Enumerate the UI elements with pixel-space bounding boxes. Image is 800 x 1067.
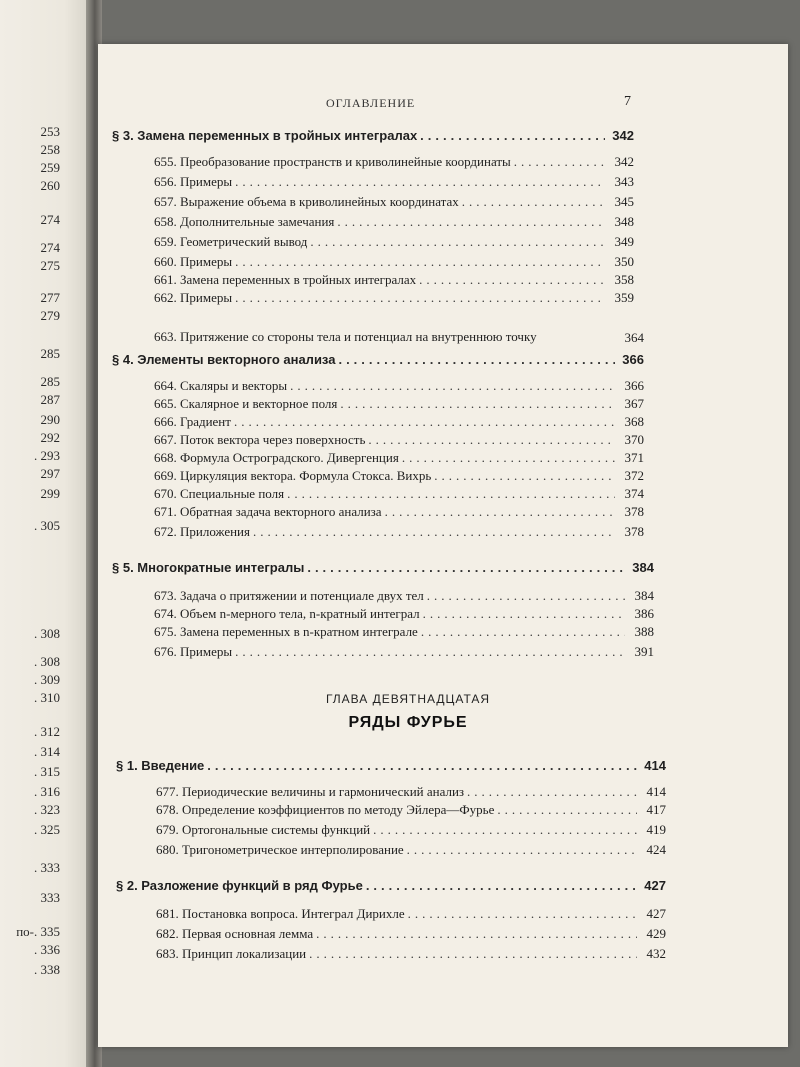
- chapter-label: ГЛАВА ДЕВЯТНАДЦАТАЯ: [325, 692, 491, 706]
- left-page-number: 275: [40, 258, 60, 273]
- toc-entry: 657. Выражение объема в криволинейных координатах ..... 345: [154, 194, 634, 210]
- left-page-number: 297: [40, 466, 60, 481]
- toc-entry: 677. Периодические величины и гармонический анализ ..... 414: [156, 784, 666, 800]
- toc-entry: 678. Определение коэффициентов по методу Эйлера—Фурье ..... 417: [156, 802, 666, 818]
- toc-entry: 669. Циркуляция вектора. Формула Стокса. Вихрь ..... 372: [154, 468, 644, 484]
- left-page-number: . 308: [34, 626, 60, 641]
- left-page-number: . 310: [34, 690, 60, 705]
- left-page-number: 259: [40, 160, 60, 175]
- toc-entry: 673. Задача о притяжении и потенциале двух тел ..... 384: [154, 588, 654, 604]
- left-page-number: . 316: [34, 784, 60, 799]
- left-page-number: 290: [40, 412, 60, 427]
- left-page-number: 299: [40, 486, 60, 501]
- toc-page: [98, 44, 788, 1047]
- left-page-number: 274: [40, 212, 60, 227]
- left-page-number: 274: [40, 240, 60, 255]
- toc-section-heading: § 4. Элементы векторного анализа ..... 366: [112, 352, 644, 367]
- chapter-title: РЯДЫ ФУРЬЕ: [348, 714, 468, 731]
- left-page-number: 292: [40, 430, 60, 445]
- left-page-number: 285: [40, 346, 60, 361]
- toc-section-heading: § 1. Введение ..... 414: [116, 758, 666, 773]
- left-page-number: . 305: [34, 518, 60, 533]
- left-page: [0, 0, 92, 1067]
- left-page-number: 285: [40, 374, 60, 389]
- toc-entry: 676. Примеры ..... 391: [154, 644, 654, 660]
- toc-entry: 658. Дополнительные замечания ..... 348: [154, 214, 634, 230]
- page-header: [98, 96, 788, 114]
- left-page-number: . 314: [34, 744, 60, 759]
- toc-entry: 660. Примеры ..... 350: [154, 254, 634, 270]
- toc-entry: 663. Притяжение со стороны тела и потенциал на внутреннюю точку 364: [154, 329, 644, 345]
- toc-entry: 674. Объем n-мерного тела, n-кратный интеграл ..... 386: [154, 606, 654, 622]
- toc-entry: 662. Примеры ..... 359: [154, 290, 634, 306]
- toc-entry: 665. Скалярное и векторное поля ..... 367: [154, 396, 644, 412]
- left-page-number: . 336: [34, 942, 60, 957]
- page-number: 7: [624, 94, 631, 109]
- toc-entry: 671. Обратная задача векторного анализа ..... 378: [154, 504, 644, 520]
- left-page-number: 277: [40, 290, 60, 305]
- left-page-number: . 309: [34, 672, 60, 687]
- left-page-number: . 325: [34, 822, 60, 837]
- toc-entry: 666. Градиент ..... 368: [154, 414, 644, 430]
- toc-entry: 683. Принцип локализации ..... 432: [156, 946, 666, 962]
- toc-entry: 672. Приложения ..... 378: [154, 524, 644, 540]
- toc-entry: 680. Тригонометрическое интерполирование ..... 424: [156, 842, 666, 858]
- toc-entry: 667. Поток вектора через поверхность ..... 370: [154, 432, 644, 448]
- left-page-number: . 312: [34, 724, 60, 739]
- left-page-number: . 308: [34, 654, 60, 669]
- left-page-number: 279: [40, 308, 60, 323]
- toc-entry: 679. Ортогональные системы функций ..... 419: [156, 822, 666, 838]
- left-page-number: 287: [40, 392, 60, 407]
- toc-entry: 668. Формула Остроградского. Дивергенция ..... 371: [154, 450, 644, 466]
- toc-section-heading: § 3. Замена переменных в тройных интегралах ..... 342: [112, 128, 634, 143]
- toc-section-heading: § 5. Многократные интегралы ..... 384: [112, 560, 654, 575]
- left-page-number: по-. 335: [16, 924, 60, 939]
- toc-entry: 681. Постановка вопроса. Интеграл Дирихле ..... 427: [156, 906, 666, 922]
- left-page-number: . 338: [34, 962, 60, 977]
- left-page-number: 260: [40, 178, 60, 193]
- left-page-number: 253: [40, 124, 60, 139]
- left-page-number: . 323: [34, 802, 60, 817]
- left-page-number: . 293: [34, 448, 60, 463]
- left-page-number: 258: [40, 142, 60, 157]
- left-page-number: . 315: [34, 764, 60, 779]
- toc-section-heading: § 2. Разложение функций в ряд Фурье ..... 427: [116, 878, 666, 893]
- toc-entry: 664. Скаляры и векторы ..... 366: [154, 378, 644, 394]
- toc-entry: 670. Специальные поля ..... 374: [154, 486, 644, 502]
- toc-entry: 656. Примеры ..... 343: [154, 174, 634, 190]
- left-page-number: 333: [40, 890, 60, 905]
- toc-entry: 659. Геометрический вывод ..... 349: [154, 234, 634, 250]
- toc-entry: 675. Замена переменных в n-кратном интеграле ..... 388: [154, 624, 654, 640]
- toc-entry: 655. Преобразование пространств и криволинейные координаты ..... 342: [154, 154, 634, 170]
- toc-entry: 682. Первая основная лемма ..... 429: [156, 926, 666, 942]
- toc-entry: 661. Замена переменных в тройных интегралах ..... 358: [154, 272, 634, 288]
- left-page-number: . 333: [34, 860, 60, 875]
- running-title: ОГЛАВЛЕНИЕ: [326, 96, 416, 110]
